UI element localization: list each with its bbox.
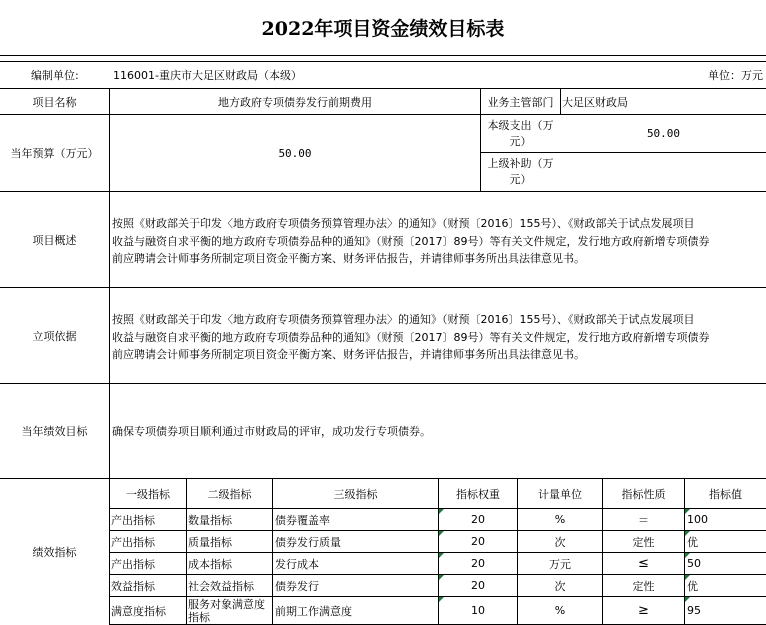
cell-level2: 数量指标 bbox=[188, 513, 232, 527]
col-header-level2: 二级指标 bbox=[207, 487, 252, 501]
cell-unit: % bbox=[554, 513, 566, 526]
own-expense-label: 本级支出（万元） bbox=[487, 118, 554, 148]
marker-icon bbox=[685, 509, 690, 514]
overview-line: 按照《财政部关于印发〈地方政府专项债务预算管理办法〉的通知》（财预〔2016〕155号）、《财政部关于试点发展项目 bbox=[112, 217, 695, 230]
cell-value: 优 bbox=[687, 535, 698, 549]
cell-level3: 债券发行 bbox=[275, 579, 319, 593]
budget-label: 当年预算（万元） bbox=[10, 147, 99, 160]
cell-value: 95 bbox=[687, 604, 701, 617]
unit-label: 编制单位: bbox=[31, 69, 79, 82]
col-header-unit: 计量单位 bbox=[538, 487, 582, 501]
marker-icon bbox=[685, 553, 690, 558]
marker-icon bbox=[439, 575, 444, 580]
marker-icon bbox=[439, 509, 444, 514]
col-header-level3: 三级指标 bbox=[333, 487, 378, 501]
cell-level2: 质量指标 bbox=[188, 535, 232, 549]
overview-text bbox=[110, 215, 766, 268]
unit-value: 116001-重庆市大足区财政局（本级） bbox=[113, 69, 302, 82]
cell-nature: ≤ bbox=[638, 556, 649, 571]
budget-value: 50.00 bbox=[278, 146, 312, 160]
cell-value: 100 bbox=[687, 513, 708, 526]
overview-label: 项目概述 bbox=[32, 233, 77, 247]
cell-weight: 20 bbox=[471, 579, 485, 592]
cell-unit: 次 bbox=[554, 535, 566, 549]
overview-line: 前应聘请会计师事务所制定项目资金平衡方案、财务评估报告，并请律师事务所出具法律意见书。 bbox=[112, 252, 585, 265]
basis-label: 立项依据 bbox=[32, 329, 77, 343]
marker-icon bbox=[685, 597, 690, 602]
cell-value: 50 bbox=[687, 557, 701, 570]
cell-level1: 产出指标 bbox=[111, 535, 155, 549]
col-header-level1: 一级指标 bbox=[126, 487, 170, 501]
dept-value: 大足区财政局 bbox=[562, 95, 628, 109]
cell-level1: 产出指标 bbox=[111, 557, 155, 571]
col-header-nature: 指标性质 bbox=[621, 487, 666, 501]
cell-level3: 债券覆盖率 bbox=[275, 513, 330, 527]
overview-line: 收益与融资自求平衡的地方政府专项债券品种的通知》（财预〔2017〕89号）等有关文件规定，发行地方政府新增专项债券 bbox=[112, 234, 710, 248]
goal-label: 当年绩效目标 bbox=[21, 425, 88, 438]
basis-line: 按照《财政部关于印发〈地方政府专项债务预算管理办法〉的通知》（财预〔2016〕155号）、《财政部关于试点发展项目 bbox=[112, 313, 695, 326]
goal-text: 确保专项债券项目顺利通过市财政局的评审，成功发行专项债券。 bbox=[112, 425, 431, 438]
currency-unit: 单位：万元 bbox=[708, 69, 763, 82]
cell-level3: 债券发行质量 bbox=[275, 535, 341, 549]
cell-level3: 前期工作满意度 bbox=[275, 604, 352, 618]
cell-level3: 发行成本 bbox=[275, 557, 319, 571]
upper-subsidy-value bbox=[561, 153, 766, 191]
cell-nature: ＝ bbox=[638, 513, 649, 527]
page-title: 2022年项目资金绩效目标表 bbox=[261, 18, 505, 40]
marker-icon bbox=[439, 553, 444, 558]
upper-subsidy-label: 上级补助（万元） bbox=[487, 157, 554, 186]
marker-icon bbox=[685, 575, 690, 580]
cell-level1: 产出指标 bbox=[111, 513, 155, 527]
cell-weight: 20 bbox=[471, 557, 485, 570]
marker-icon bbox=[685, 531, 690, 536]
basis-line: 收益与融资自求平衡的地方政府专项债券品种的通知》（财预〔2017〕89号）等有关文件规定，发行地方政府新增专项债券 bbox=[112, 330, 710, 344]
cell-weight: 20 bbox=[471, 513, 485, 526]
cell-nature: 定性 bbox=[632, 579, 655, 593]
cell-weight: 20 bbox=[471, 535, 485, 548]
cell-nature: 定性 bbox=[632, 535, 655, 549]
project-name-value: 地方政府专项债券发行前期费用 bbox=[218, 95, 372, 109]
dept-label: 业务主管部门 bbox=[487, 95, 554, 109]
cell-nature: ≥ bbox=[638, 603, 649, 618]
cell-unit: 次 bbox=[554, 579, 566, 593]
indicators-label: 绩效指标 bbox=[32, 546, 77, 559]
cell-unit: 万元 bbox=[549, 557, 571, 571]
col-header-weight: 指标权重 bbox=[456, 487, 500, 501]
marker-icon bbox=[439, 531, 444, 536]
basis-text bbox=[110, 311, 766, 364]
col-header-value: 指标值 bbox=[709, 487, 742, 501]
own-expense-value: 50.00 bbox=[646, 127, 681, 140]
cell-level2: 社会效益指标 bbox=[188, 579, 254, 593]
cell-level1: 满意度指标 bbox=[111, 604, 166, 618]
cell-unit: % bbox=[554, 604, 566, 617]
cell-level2: 服务对象满意度指标 bbox=[188, 598, 265, 624]
cell-weight: 10 bbox=[471, 604, 485, 617]
cell-level1: 效益指标 bbox=[111, 579, 155, 593]
marker-icon bbox=[439, 597, 444, 602]
project-name-label: 项目名称 bbox=[32, 95, 77, 109]
cell-value: 优 bbox=[687, 579, 698, 593]
cell-level2: 成本指标 bbox=[188, 557, 232, 571]
basis-line: 前应聘请会计师事务所制定项目资金平衡方案、财务评估报告，并请律师事务所出具法律意见书。 bbox=[112, 348, 585, 361]
